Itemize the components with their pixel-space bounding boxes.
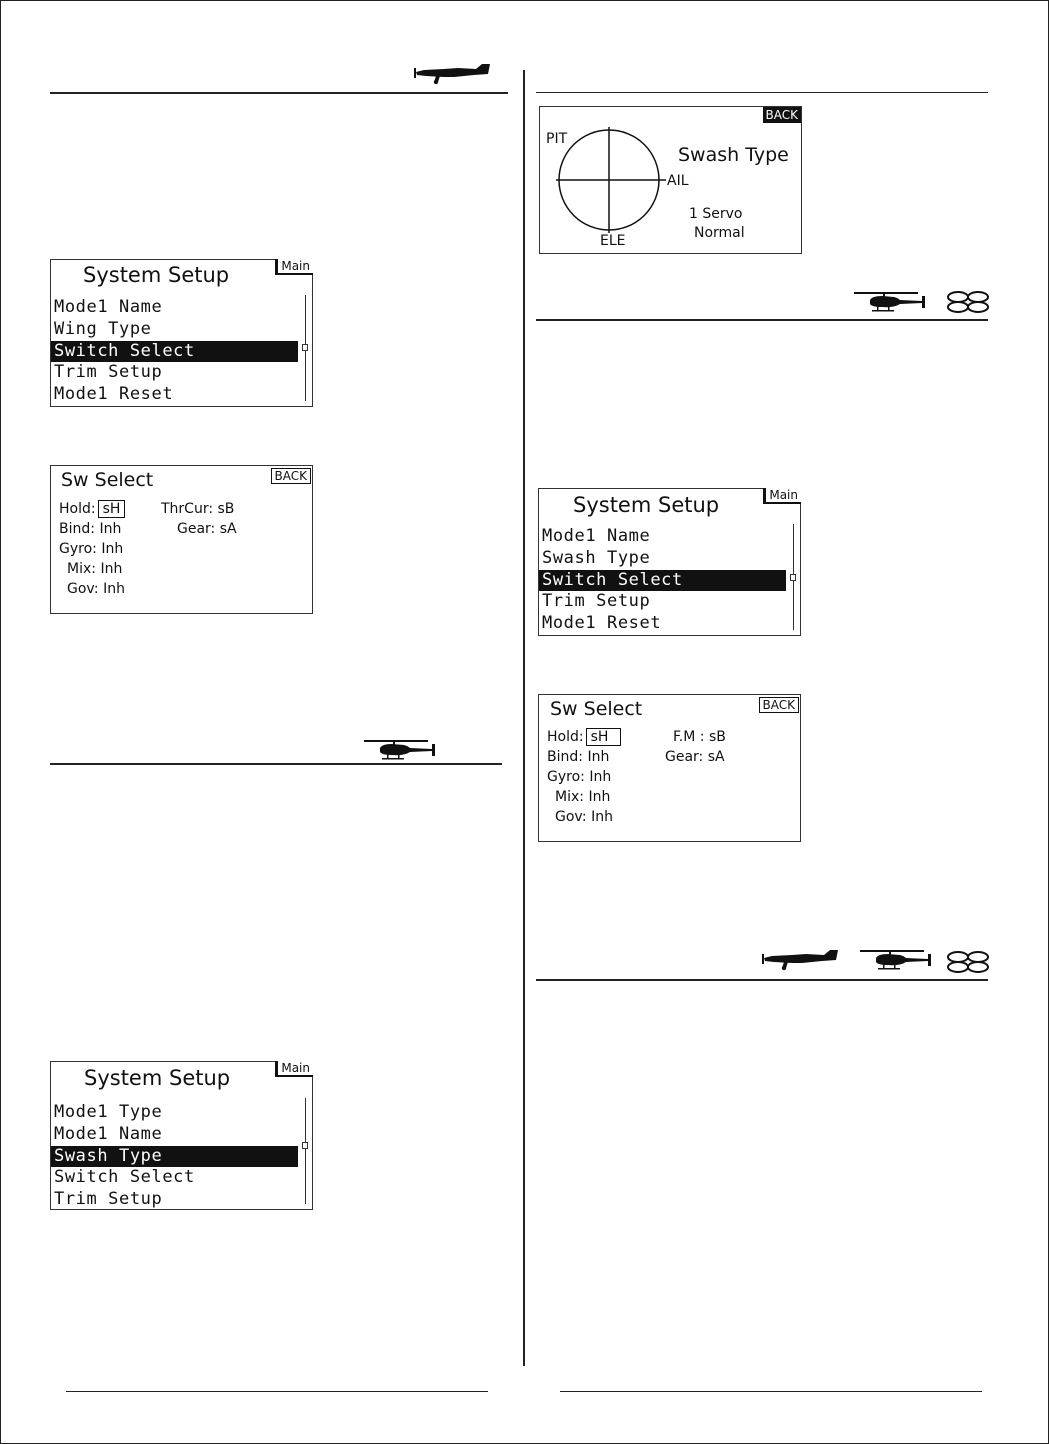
sw-select-screen-airplane xyxy=(50,465,313,614)
fm-value[interactable]: sB xyxy=(708,729,726,745)
gov-label: Gov: xyxy=(67,581,99,597)
sw-select-screen-heli-multi xyxy=(538,694,801,842)
gyro-row xyxy=(59,541,123,557)
menu-item-wing-type[interactable]: Wing Type xyxy=(54,318,152,339)
gov-value[interactable]: Inh xyxy=(591,809,613,825)
mix-value[interactable]: Inh xyxy=(100,561,123,577)
servo-direction[interactable]: Normal xyxy=(694,225,745,241)
menu-item-switch-select[interactable]: Switch Select xyxy=(51,341,298,363)
gear-value[interactable]: sA xyxy=(219,521,237,537)
menu-item-trim-setup[interactable]: Trim Setup xyxy=(54,1189,163,1210)
scroll-thumb[interactable] xyxy=(302,1142,308,1149)
gyro-value[interactable]: Inh xyxy=(589,769,612,785)
gear-value[interactable]: sA xyxy=(707,749,725,765)
gyro-label: Gyro: xyxy=(547,769,585,785)
menu-item-mode1-name[interactable]: Mode1 Name xyxy=(54,297,163,317)
back-button[interactable]: BACK xyxy=(759,697,799,713)
gear-label: Gear: xyxy=(177,521,216,537)
servo-count[interactable]: 1 Servo xyxy=(689,206,743,222)
scroll-thumb[interactable] xyxy=(790,574,796,581)
system-setup-screen-heli xyxy=(50,1061,313,1210)
swash-type-title: Swash Type xyxy=(678,144,789,166)
mix-row xyxy=(555,789,610,805)
fm-row xyxy=(673,729,726,745)
main-tab[interactable]: Main xyxy=(763,488,801,504)
thrcur-row xyxy=(161,501,234,517)
bind-row xyxy=(59,521,121,537)
menu-item-mode1-type[interactable]: Mode1 Type xyxy=(54,1102,163,1122)
scrollbar[interactable] xyxy=(305,1098,306,1204)
section-rule-airplane xyxy=(50,92,508,94)
screen-title: Sw Select xyxy=(61,469,154,491)
hold-row xyxy=(59,501,125,517)
menu-item-swash-type[interactable]: Swash Type xyxy=(542,547,651,568)
airplane-icon xyxy=(762,948,842,972)
hold-label: Hold: xyxy=(547,729,584,745)
bind-value[interactable]: Inh xyxy=(587,749,610,765)
menu-item-trim-setup[interactable]: Trim Setup xyxy=(54,362,163,383)
thrcur-value[interactable]: sB xyxy=(217,501,235,517)
airplane-icon xyxy=(414,62,494,86)
bind-label: Bind: xyxy=(547,749,583,765)
mix-value[interactable]: Inh xyxy=(588,789,611,805)
bind-row xyxy=(547,749,609,765)
gov-value[interactable]: Inh xyxy=(103,581,125,597)
menu-item-mode1-reset[interactable]: Mode1 Reset xyxy=(542,613,662,634)
multirotor-icon xyxy=(944,950,992,974)
ail-label: AIL xyxy=(667,173,689,189)
hold-label: Hold: xyxy=(59,501,96,517)
helicopter-icon xyxy=(850,290,930,314)
mix-row xyxy=(67,561,122,577)
gov-row xyxy=(555,809,613,825)
gear-row xyxy=(177,521,237,537)
section-rule-heli xyxy=(50,763,502,765)
menu-list xyxy=(51,297,298,406)
helicopter-icon xyxy=(856,948,936,972)
back-button[interactable]: BACK xyxy=(763,107,801,123)
screen-title: Sw Select xyxy=(550,698,643,720)
bind-value[interactable]: Inh xyxy=(99,521,122,537)
gear-row xyxy=(665,749,725,765)
gyro-value[interactable]: Inh xyxy=(101,541,124,557)
system-setup-screen-airplane xyxy=(50,259,313,407)
ele-label: ELE xyxy=(600,233,626,249)
column-divider xyxy=(523,70,525,1366)
swash-diagram xyxy=(554,125,678,235)
gyro-label: Gyro: xyxy=(59,541,97,557)
mix-label: Mix: xyxy=(555,789,584,805)
swash-type-screen xyxy=(539,106,802,254)
footer-rule-left xyxy=(66,1391,488,1392)
main-tab[interactable]: Main xyxy=(275,1061,313,1077)
gov-label: Gov: xyxy=(555,809,587,825)
menu-item-switch-select[interactable]: Switch Select xyxy=(539,570,786,592)
footer-rule-right xyxy=(560,1391,982,1392)
system-setup-screen-heli-multi xyxy=(538,488,801,636)
menu-list xyxy=(539,526,786,635)
multirotor-icon xyxy=(944,290,992,314)
screen-title: System Setup xyxy=(83,263,230,287)
gyro-row xyxy=(547,769,611,785)
right-top-rule xyxy=(536,92,988,93)
screen-title: System Setup xyxy=(573,493,720,517)
main-tab[interactable]: Main xyxy=(275,259,313,275)
hold-value[interactable]: sH xyxy=(586,728,622,746)
helicopter-icon xyxy=(360,738,440,762)
section-rule-all-models xyxy=(536,979,988,981)
gear-label: Gear: xyxy=(665,749,704,765)
menu-item-trim-setup[interactable]: Trim Setup xyxy=(542,591,651,612)
bind-label: Bind: xyxy=(59,521,95,537)
menu-item-switch-select[interactable]: Switch Select xyxy=(54,1167,195,1188)
thrcur-label: ThrCur: xyxy=(161,501,214,517)
section-rule-heli-multi xyxy=(536,319,988,321)
fm-label: F.M : xyxy=(673,729,705,745)
hold-value[interactable]: sH xyxy=(98,500,126,518)
hold-row xyxy=(547,729,621,745)
menu-item-mode1-name[interactable]: Mode1 Name xyxy=(54,1123,163,1144)
menu-item-mode1-reset[interactable]: Mode1 Reset xyxy=(54,384,174,405)
back-button[interactable]: BACK xyxy=(271,468,311,484)
menu-item-mode1-name[interactable]: Mode1 Name xyxy=(542,526,651,546)
screen-title: System Setup xyxy=(84,1066,231,1090)
pit-label: PIT xyxy=(546,131,568,147)
scroll-thumb[interactable] xyxy=(302,344,308,351)
mix-label: Mix: xyxy=(67,561,96,577)
gov-row xyxy=(67,581,125,597)
menu-list xyxy=(51,1102,298,1211)
menu-item-swash-type[interactable]: Swash Type xyxy=(51,1146,298,1168)
